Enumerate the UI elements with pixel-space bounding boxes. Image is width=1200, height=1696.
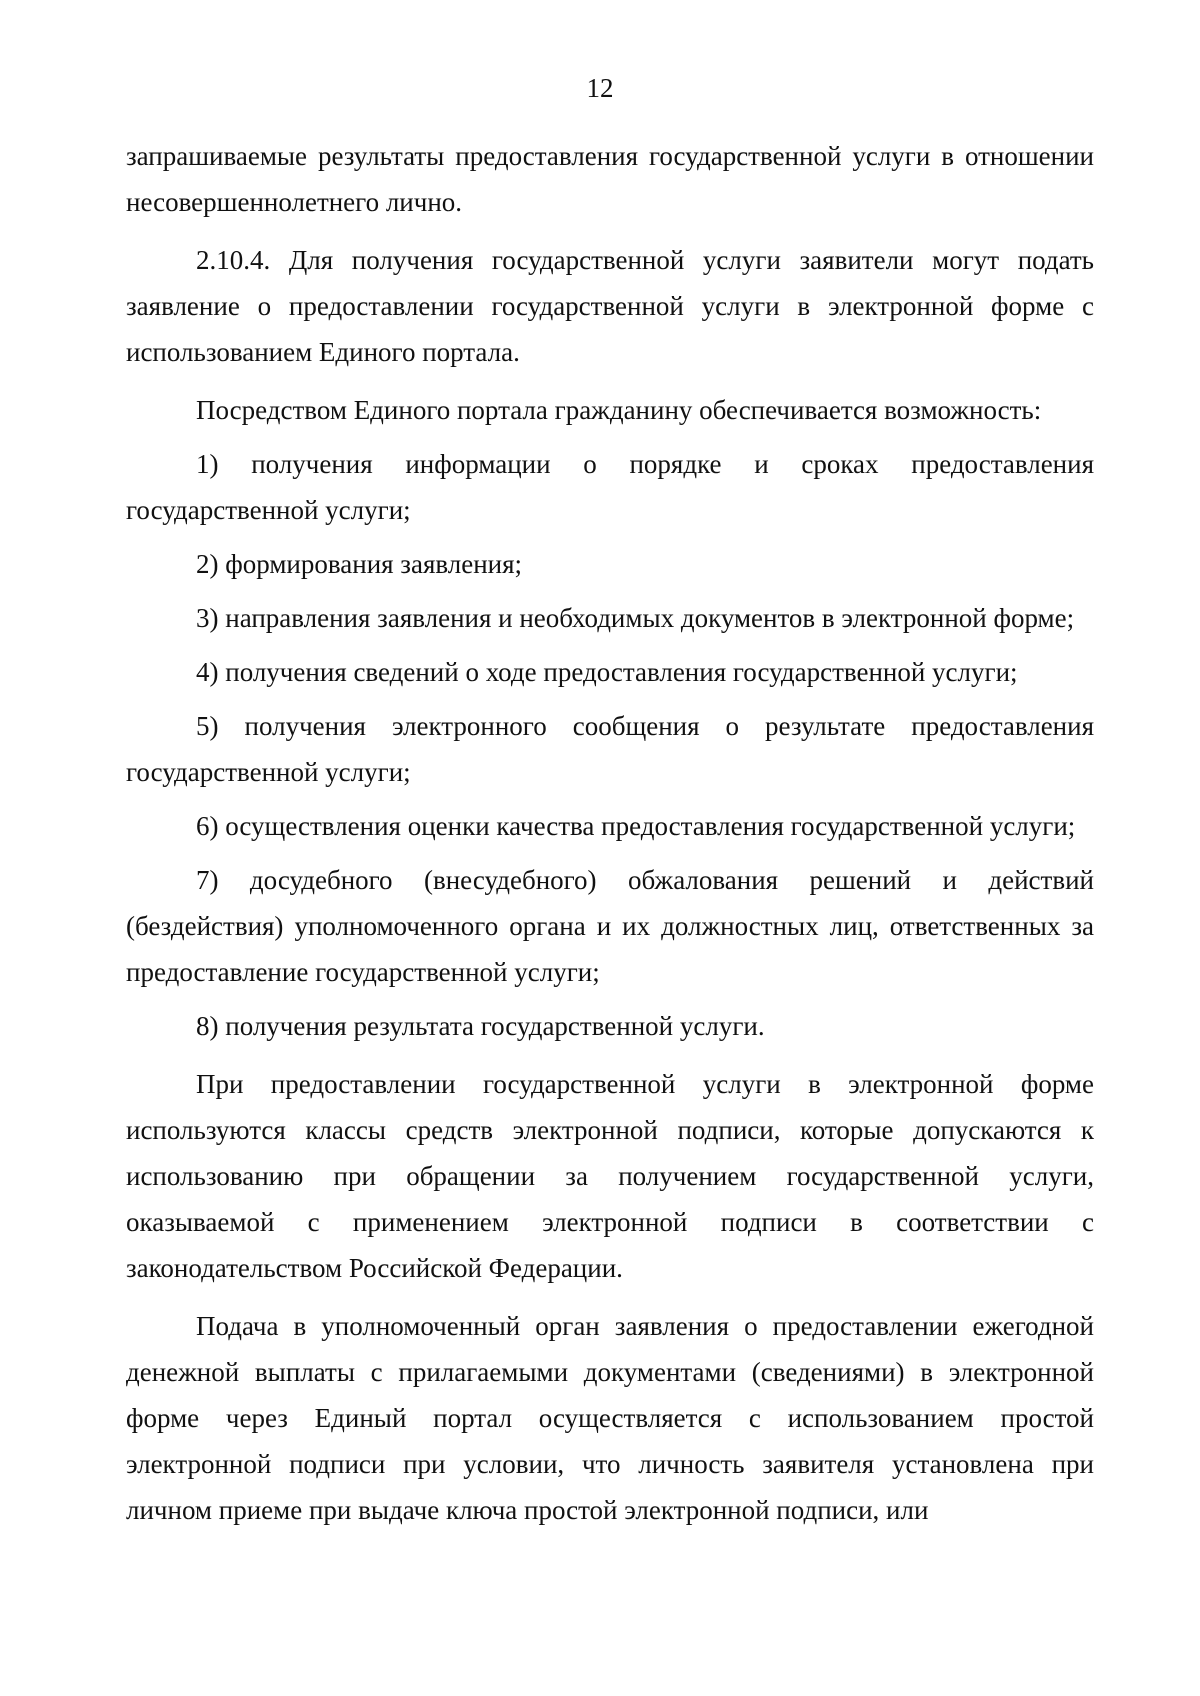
paragraph-portal-intro: Посредством Единого портала гражданину обеспечивается возможность:: [196, 395, 1042, 425]
paragraph-section-2-10-4: 2.10.4. Для получения государственной услуги заявители могут подать заявление о предоставлении государственной услуги в электронной форме с использованием Единого портала.: [126, 245, 1094, 367]
list-item-2: 2) формирования заявления;: [196, 549, 523, 579]
list-item-1: 1) получения информации о порядке и сроках предоставления государственной услуги;: [126, 449, 1094, 525]
list-item-3: 3) направления заявления и необходимых документов в электронной форме;: [196, 603, 1075, 633]
list-item-8: 8) получения результата государственной услуги.: [196, 1011, 765, 1041]
paragraph-submission: Подача в уполномоченный орган заявления о предоставлении ежегодной денежной выплаты с прилагаемыми документами (сведениями) в электронной форме через Единый портал осуществляется с использованием простой электронной подписи при условии, что личность заявителя установлена при личном приеме при выдаче ключа простой электронной подписи, или: [126, 1311, 1094, 1525]
page-number: 12: [586, 73, 614, 103]
document-body: [126, 133, 1094, 1533]
paragraph-signature-classes: При предоставлении государственной услуги в электронной форме используются классы средств электронной подписи, которые допускаются к использованию при обращении за получением государственной услуги, оказываемой с применением электронной подписи в соответствии с законодательством Российской Федерации.: [126, 1069, 1094, 1283]
paragraph-continuation: запрашиваемые результаты предоставления государственной услуги в отношении несовершеннолетнего лично.: [126, 141, 1094, 217]
list-item-6: 6) осуществления оценки качества предоставления государственной услуги;: [196, 811, 1076, 841]
list-item-7: 7) досудебного (внесудебного) обжалования решений и действий (бездействия) уполномоченного органа и их должностных лиц, ответственных за предоставление государственной услуги;: [126, 865, 1094, 987]
list-item-5: 5) получения электронного сообщения о результате предоставления государственной услуги;: [126, 711, 1094, 787]
list-item-4: 4) получения сведений о ходе предоставления государственной услуги;: [196, 657, 1018, 687]
